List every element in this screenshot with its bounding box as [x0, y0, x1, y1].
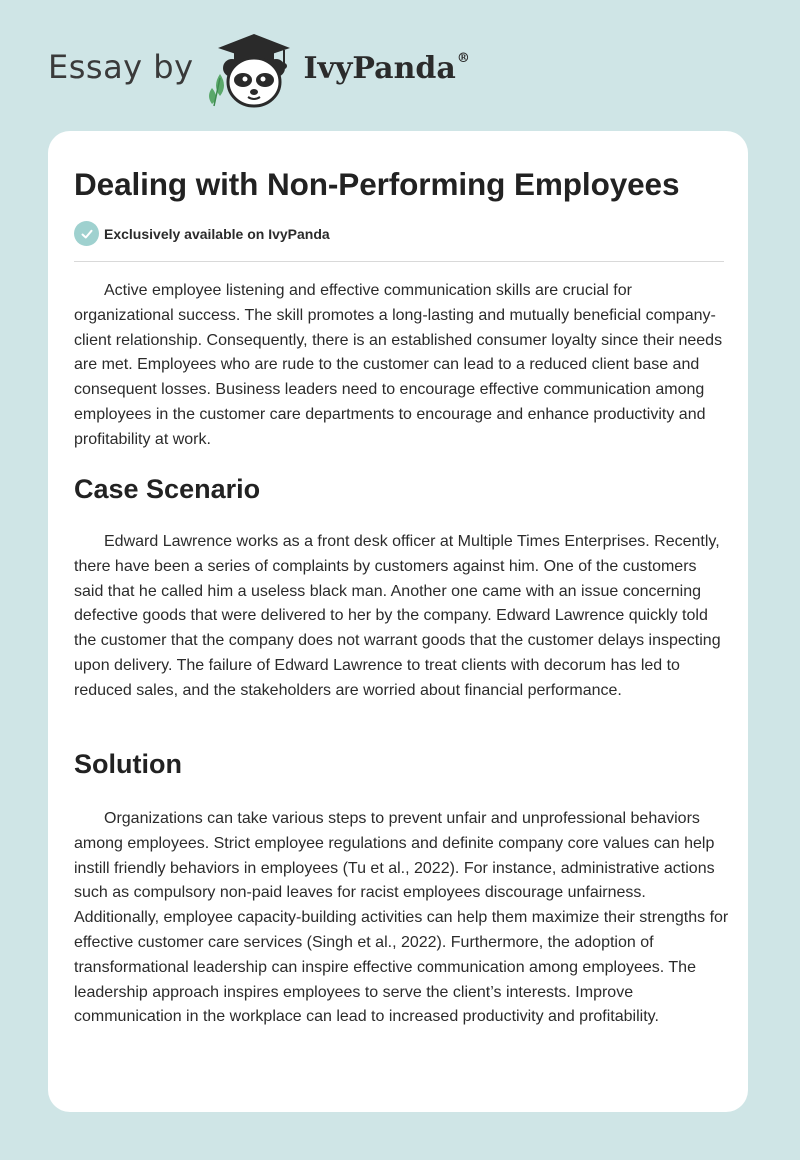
- registered-mark: ®: [456, 50, 470, 66]
- solution-paragraph: Organizations can take various steps to prevent unfair and unprofessional behaviors among employees. Strict employee regulations and definite company core values can help instill friendly behaviors in employees (Tu et al., 2022). For instance, administrative actions such as compulsory non-paid leaves for racist employees discourage unfairness. Additionally, employee capacity-building activities can help them maximize their strengths for effective customer care services (Singh et al., 2022). Furthermore, the adoption of transformational leadership can inspire effective communication among employees. The leadership approach inspires employees to serve the client’s interests. Improve communication in the workplace can lead to increased productivity and profitability.: [74, 810, 729, 1026]
- exclusive-badge: [74, 221, 330, 246]
- brand-name: [304, 51, 470, 86]
- section-heading-solution: Solution: [74, 749, 182, 779]
- brand-text: IvyPanda: [303, 50, 456, 86]
- intro-paragraph: Active employee listening and effective communication skills are crucial for organizational success. The skill promotes a long-lasting and mutually beneficial company-client relationship. Consequently, there is an established consumer loyalty since their needs are met. Employees who are rude to the customer can lead to a reduced client base and consequent losses. Business leaders need to encourage effective communication among employees in the customer care departments to encourage and enhance productivity and profitability at work.: [74, 282, 723, 448]
- exclusive-label: Exclusively available on IvyPanda: [104, 225, 330, 242]
- essay-card: [48, 131, 748, 1112]
- case-scenario-paragraph: Edward Lawrence works as a front desk officer at Multiple Times Enterprises. Recently, there have been a series of complaints by customers against him. One of the customers said that he called him a useless black man. Another one came with an issue concerning defective goods that were delivered to her by the company. Edward Lawrence quickly told the customer that the company does not warrant goods that the customer delays inspecting upon delivery. The failure of Edward Lawrence to treat clients with decorum has led to reduced sales, and the stakeholders are worried about financial performance.: [74, 533, 721, 699]
- section-heading-case-scenario: Case Scenario: [74, 474, 261, 504]
- panda-graduate-icon: [208, 30, 300, 110]
- check-icon: [74, 221, 99, 246]
- page-title: Dealing with Non-Performing Employees: [74, 166, 680, 202]
- site-header: [48, 30, 470, 110]
- essay-by-label: Essay by: [48, 48, 194, 86]
- divider: [74, 261, 724, 262]
